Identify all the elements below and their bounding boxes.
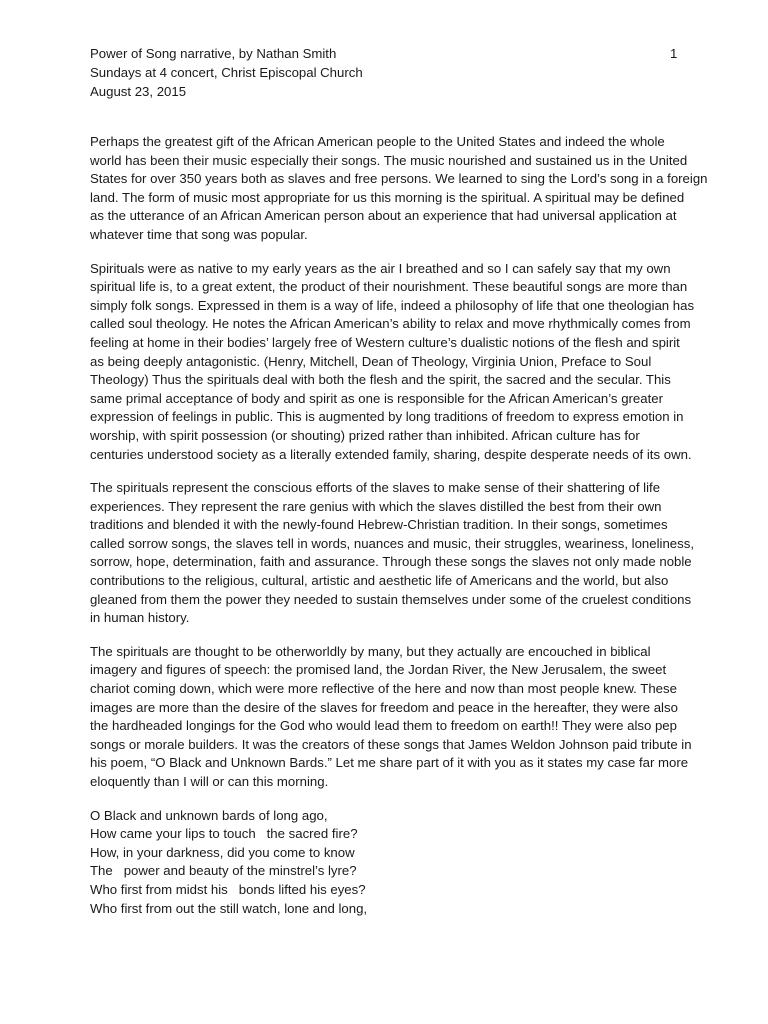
text-line: spiritual life is, to a great extent, the product of their nourishment. These beautiful songs are more than <box>90 279 688 295</box>
poem-excerpt <box>90 807 690 919</box>
text-line: sorrow, hope, determination, faith and assurance. Through these songs the slaves not only made noble <box>90 554 692 570</box>
poem-line: Who first from out the still watch, lone and long, <box>90 900 368 916</box>
text-line: the hardheaded longings for the God who would lead them to freedom on earth!! They were also pep <box>90 718 677 734</box>
text-line: worship, with spirit possession (or shouting) prized rather than inhibited. African culture has for <box>90 427 640 443</box>
text-line: The spirituals are thought to be otherworldly by many, but they actually are encouched in biblical <box>90 643 651 659</box>
text-line: world has been their music especially their songs. The music nourished and sustained us in the United <box>90 152 688 168</box>
text-line: Theology) Thus the spirituals deal with both the flesh and the spirit, the sacred and the secular. This <box>90 372 671 388</box>
text-line: in human history. <box>90 610 190 626</box>
header-title: Power of Song narrative, by Nathan Smith <box>90 46 337 61</box>
text-line: Spirituals were as native to my early years as the air I breathed and so I can safely say that my own <box>90 260 671 276</box>
text-line: The spirituals represent the conscious efforts of the slaves to make sense of their shattering of life <box>90 480 661 496</box>
page-number: 1 <box>670 46 678 61</box>
text-line: images are more than the desire of the slaves for freedom and peace in the hereafter, they were also <box>90 699 678 715</box>
paragraph-4 <box>90 643 690 792</box>
paragraph-3 <box>90 479 694 628</box>
text-line: experiences. They represent the rare genius with which the slaves distilled the best from their own <box>90 498 662 514</box>
text-line: feeling at home in their bodies’ largely free of Western culture’s dualistic notions of the flesh and spirit <box>90 334 680 350</box>
text-line: States for over 350 years both as slaves and free persons. We learned to sing the Lord’s song in a foreign <box>90 171 708 187</box>
poem-line: The power and beauty of the minstrel’s lyre? <box>90 863 357 879</box>
text-line: his poem, “O Black and Unknown Bards.” Let me share part of it with you as it states my case far more <box>90 755 689 771</box>
text-line: songs or morale builders. It was the creators of these songs that James Weldon Johnson paid tribute in <box>90 736 692 752</box>
document-body <box>90 133 708 918</box>
text-line: whatever time that song was popular. <box>90 226 308 242</box>
text-line: land. The form of music most appropriate for us this morning is the spiritual. A spiritual may be defined <box>90 189 685 205</box>
text-line: traditions and blended it with the newly-found Hebrew-Christian tradition. In their songs, sometimes <box>90 517 668 533</box>
poem-line: Who first from midst his bonds lifted his eyes? <box>90 881 366 897</box>
text-line: imagery and figures of speech: the promised land, the Jordan River, the New Jerusalem, the sweet <box>90 662 667 678</box>
text-line: same primal acceptance of body and spirit as one is responsible for the African American’s greater <box>90 390 663 406</box>
header-event: Sundays at 4 concert, Christ Episcopal Church <box>90 65 363 80</box>
text-line: eloquently than I will or can this morning. <box>90 774 329 789</box>
paragraph-2 <box>90 260 695 465</box>
poem-line: How, in your darkness, did you come to know <box>90 844 355 860</box>
poem-line: How came your lips to touch the sacred fire? <box>90 826 358 842</box>
text-line: as the utterance of an African American person about an experience that had universal application at <box>90 208 677 224</box>
text-line: Perhaps the greatest gift of the African American people to the United States and indeed the whole <box>90 134 665 149</box>
text-line: contributions to the religious, cultural, artistic and aesthetic life of Americans and the world, but also <box>90 573 669 589</box>
text-line: called soul theology. He notes the African American’s ability to relax and move rhythmically comes from <box>90 316 691 332</box>
text-line: called sorrow songs, the slaves tell in words, nuances and music, their struggles, weariness, loneliness, <box>90 535 694 551</box>
document-header <box>90 44 690 101</box>
header-date: August 23, 2015 <box>90 84 187 99</box>
text-line: chariot coming down, which were more reflective of the here and now than most people knew. These <box>90 681 677 697</box>
text-line: expression of feelings in public. This is augmented by long traditions of freedom to express emotion in <box>90 409 684 425</box>
text-line: centuries understood society as a literally extended family, sharing, despite desperate needs of its own. <box>90 446 692 462</box>
poem-line: O Black and unknown bards of long ago, <box>90 807 328 823</box>
text-line: as being deeply antagonistic. (Henry, Mitchell, Dean of Theology, Virginia Union, Preface to Soul <box>90 353 652 369</box>
paragraph-1 <box>90 133 708 245</box>
text-line: simply folk songs. Expressed in them is a way of life, indeed a philosophy of life that one theologian has <box>90 297 695 313</box>
text-line: gleaned from them the power they needed to sustain themselves under some of the cruelest conditions <box>90 591 692 607</box>
